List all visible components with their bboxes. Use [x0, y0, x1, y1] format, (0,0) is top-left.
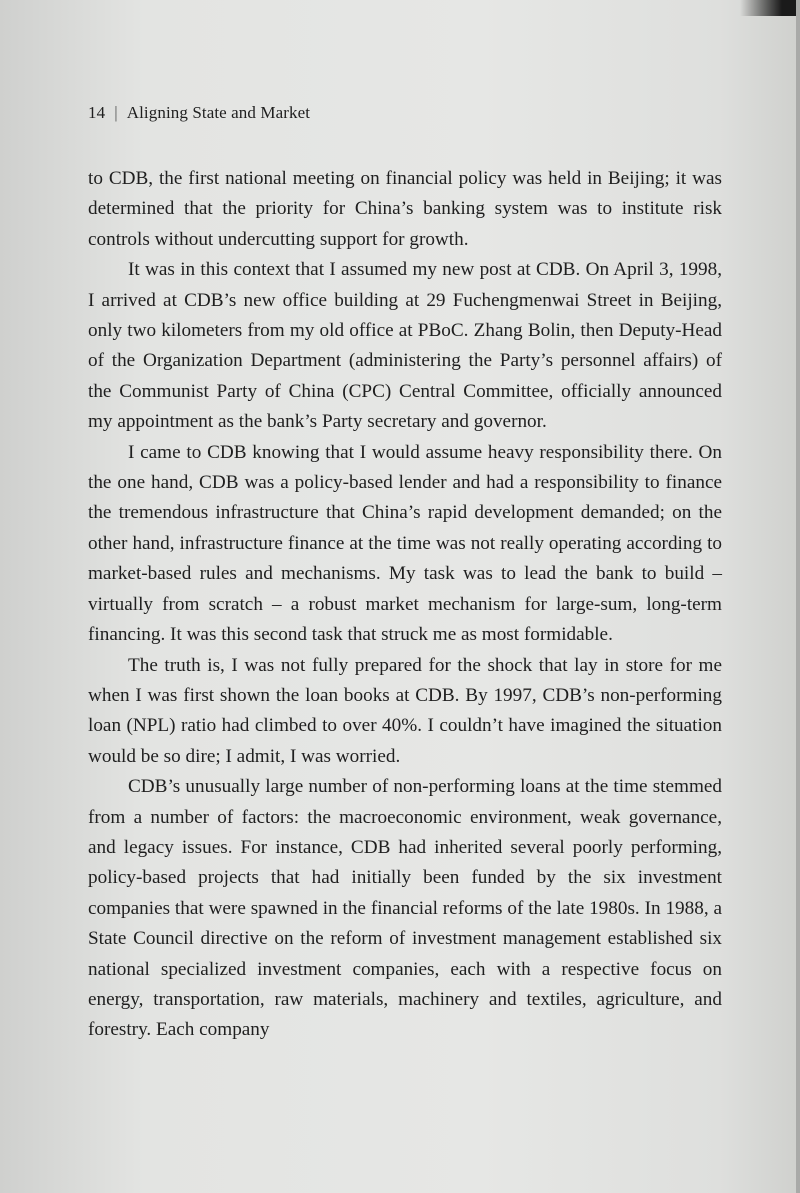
- page-edge: [796, 0, 800, 1193]
- page-corner-shadow: [740, 0, 800, 16]
- paragraph: I came to CDB knowing that I would assume heavy responsibility there. On the one hand, CDB was a policy-based lender and had a responsibility to finance the tremendous infrastructure that China’s rapid development demanded; on the other hand, infrastructure finance at the time was not really operating according to market-based rules and mechanisms. My task was to lead the bank to build – virtually from scratch – a robust market mechanism for large-sum, long-term financing. It was this second task that struck me as most formidable.: [88, 441, 722, 646]
- paragraph: to CDB, the first national meeting on financial policy was held in Beijing; it was determined that the priority for China’s banking system was to institute risk controls without undercutting support for growth.: [88, 168, 722, 250]
- running-title: Aligning State and Market: [126, 103, 311, 122]
- running-head: [88, 103, 310, 123]
- paragraph: It was in this context that I assumed my new post at CDB. On April 3, 1998, I arrived at CDB’s new office building at 29 Fuchengmenwai Street in Beijing, only two kilometers from my old office at PBoC. Zhang Bolin, then Deputy-Head of the Organization Department (administering the Party’s personnel affairs) of the Communist Party of China (CPC) Central Committee, officially announced my appointment as the bank’s Party secretary and governor.: [88, 259, 722, 433]
- header-separator: |: [114, 103, 118, 122]
- paragraph: The truth is, I was not fully prepared for the shock that lay in store for me when I was first shown the loan books at CDB. By 1997, CDB’s non-performing loan (NPL) ratio had climbed to over 40%. I couldn’t have imagined the situation would be so dire; I admit, I was worried.: [88, 654, 722, 767]
- page-number: 14: [88, 103, 106, 122]
- body-text: [88, 164, 722, 1046]
- paragraph: CDB’s unusually large number of non-performing loans at the time stemmed from a number of factors: the macroeconomic environment, weak governance, and legacy issues. For instance, CDB had inherited several poorly performing, policy-based projects that had initially been funded by the six investment companies that were spawned in the financial reforms of the late 1980s. In 1988, a State Council directive on the reform of investment management established six national specialized investment companies, each with a respective focus on energy, transportation, raw materials, machinery and textiles, agriculture, and forestry. Each company: [88, 776, 722, 1041]
